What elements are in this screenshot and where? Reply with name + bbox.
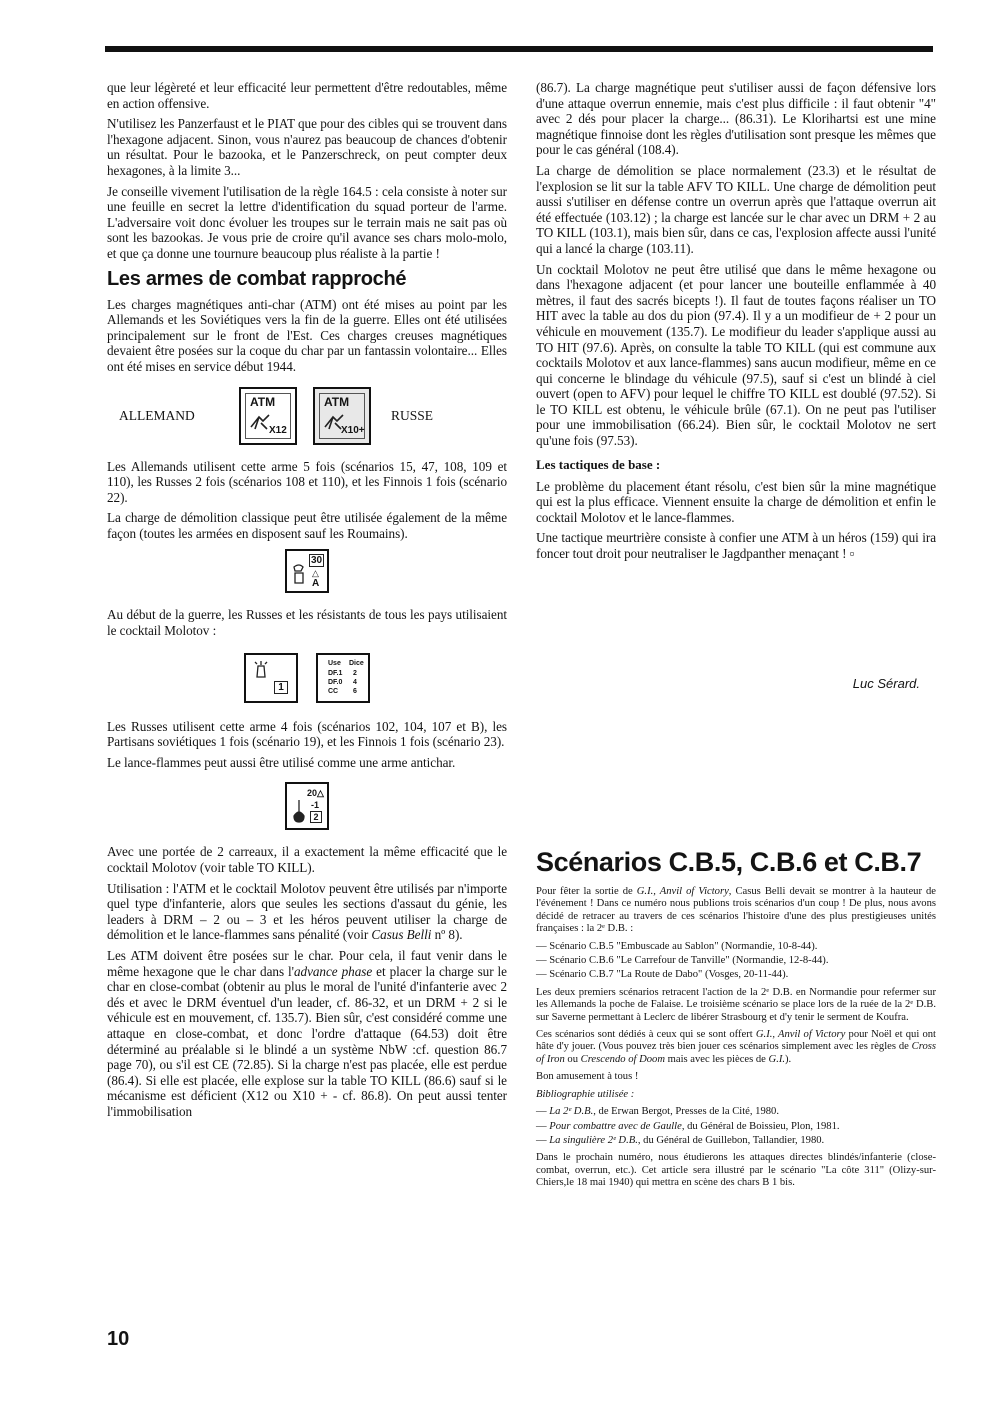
molotov-counter-block — [107, 653, 507, 703]
bibliography-item: — Pour combattre avec de Gaulle, du Général de Boissieu, Plon, 1981. — [536, 1120, 840, 1132]
top-rule — [105, 46, 933, 52]
table-cell: 2 — [353, 669, 357, 677]
right-column — [536, 80, 936, 567]
paragraph: Une tactique meurtrière consiste à confier une ATM à un héros (159) qui ira foncer tout droit pour neutraliser le Jagdpanther menaçant ! ▫ — [536, 530, 936, 562]
paragraph: Ces scénarios sont dédiés à ceux qui se sont offert G.I., Anvil of Victory pour Noël et qui ont hâte d'y jouer. (Vous pouvez très bien jouer ces scénarios simplement avec les règles de Cross of Iron ou Crescendo of Doom mais avec les pièces de G.I.). — [536, 1029, 936, 1065]
left-column — [107, 80, 507, 1125]
firepower-value: 20△ — [307, 788, 324, 799]
paragraph: Les ATM doivent être posées sur le char. Pour cela, il faut venir dans le même hexagone que le char dans l'advance phase et placer la charge sur le char en close-combat (obtenir au plus le moral de l'unité d'infanterie avec 2 dés et avec le DRM éventuel d'un leader, cf. 86-32, et un DRM + 2 si le véhicule est en mouvement, cf. 135.7). Bien sûr, c'est considéré comme une attaque en close-combat, et donc l'ordre d'attaque (64.53) doit être déterminé au préalable si le blindé a un système NbW :cf. question 86.7 page 70), ou s'il est CE (72.85). Si la charge n'est pas placée, elle est perdue (86.4). Si elle est placée, elle explose sur la table TO KILL (86.6) sauf si le mécanisme est déficient (X12 ou X10 + - cf. 86.8). On peut aussi tenter l'immobilisation — [107, 948, 507, 1119]
table-cell: 6 — [353, 687, 357, 695]
flamethrower-icon — [290, 798, 308, 824]
paragraph: Les deux premiers scénarios retracent l'action de la 2ᵉ D.B. en Normandie pour refermer sur les Allemands la poche de Falaise. Le troisième scénario se place lors de la ruée de la 2ᵉ D.B. sur Saverne permettant à Leclerc de libérer Strasbourg et d'y tenir le serment de Koufra. — [536, 986, 936, 1023]
label-russian: RUSSE — [391, 407, 434, 423]
paragraph: Les charges magnétiques anti-char (ATM) ont été mises au point par les Allemands et les Soviétiques vers la fin de la guerre. Elles ont été utilisées principalement sur le front de l'Est. Ces charges creuses magnétiques devaient être posées sur la coque du char par un fantassin volontaire... Elles ont été mises en service début 1944. — [107, 296, 507, 374]
label-german: ALLEMAND — [119, 407, 195, 423]
flamethrower-counter — [285, 782, 329, 830]
paragraph: Utilisation : l'ATM et le cocktail Molotov peuvent être utilisés par n'importe quel type d'infanterie, alors que seules les sections d'assaut du génie, les leaders à DRM – 2 ou – 3 et les héros peuvent utiliser la charge de démolition et le lance-flammes sans pénalité (voir Casus Belli nº 8). — [107, 880, 507, 943]
range-value: A — [312, 578, 320, 590]
firepower-value: 30 — [311, 555, 323, 567]
counter-name: ATM — [250, 394, 276, 409]
bibliography-title: Bibliographie utilisée : — [536, 1088, 635, 1100]
bibliography-item: — La singulière 2ᵉ D.B., du Général de Guillebon, Tallandier, 1980. — [536, 1134, 825, 1146]
paragraph: Les Allemands utilisent cette arme 5 fois (scénarios 15, 47, 108, 109 et 110), les Russes 2 fois (scénarios 108 et 110), et les Finnois 1 fois (scénario 22). — [107, 458, 507, 505]
soldier-icon — [249, 413, 271, 431]
paragraph: Je conseille vivement l'utilisation de la règle 164.5 : cela consiste à noter sur une feuille en secret la lettre d'identification du squad porteur de l'arme. L'adversaire voit donc évoluer les troupes sur le terrain mais ne sait pas où sont les bazookas. Je vous prie de croire qu'il avance ses chars molo-molo, et que ça donne une tournure beaucoup plus réaliste à la partie ! — [107, 183, 507, 261]
scenarios-article — [536, 846, 936, 1195]
paragraph: Dans le prochain numéro, nous étudierons les attaques directes blindés/infanterie (close-combat, overrun, etc.). Cet article sera illustré par le scénario "La côte 311" (Olizy-sur-Chiers,le 18 mai 1940) qui mettra en scène des chars B 1 bis. — [536, 1152, 936, 1189]
paragraph: Au début de la guerre, les Russes et les résistants de tous les pays utilisaient le cocktail Molotov : — [107, 607, 507, 639]
paragraph: Le lance-flammes peut aussi être utilisé comme une arme antichar. — [107, 754, 456, 770]
counter-box-value: 2 — [310, 811, 322, 823]
paragraph: La charge de démolition classique peut être utilisée également de la même façon (toutes les armées en disposent sauf les Roumains). — [107, 510, 507, 541]
atm-russian-counter — [313, 387, 371, 445]
paragraph: Un cocktail Molotov ne peut être utilisé que dans le même hexagone ou dans l'hexagone adjacent (et pour lancer une bouteille enflammée à 40 mètres, il faut des sacrés bicepts !). Il faut de toutes façons réaliser un TO HIT avec la table au dos du pion (97.4). Il y a un modifieur de + 2 pour un véhicule en mouvement (135.7). Le modifieur du leader s'applique aussi au TO HIT (97.6). Après, on consulte la table TO KILL (qui est commune aux cocktails Molotov et aux lance-flammes) sans aucun modifieur, même en ce qui concerne le blindage du véhicule (97.5), sauf si c'est un blindé à ciel ouvert (open to AFV) pour lequel le chiffre TO KILL est doublé (97.52). Si le TO KILL est obtenu, le véhicule brûle (67.1). On ne peut pas l'utiliser pour une immobilisation (66.24). Bien sûr, le cocktail Molotov ne sert qu'une fois (97.53). — [536, 261, 936, 449]
list-item: — Scénario C.B.5 "Embuscade au Sablon" (Normandie, 10-8-44). — [536, 940, 818, 952]
scenarios-title: Scénarios C.B.5, C.B.6 et C.B.7 — [536, 847, 922, 877]
table-cell: DF.0 — [328, 678, 343, 686]
flamethrower-counter-block — [107, 782, 507, 830]
counter-multiplier: X12 — [269, 424, 287, 436]
list-item: — Scénario C.B.7 "La Route de Dabo" (Vosges, 20-11-44). — [536, 969, 789, 981]
paragraph: Avec une portée de 2 carreaux, il a exactement la même efficacité que le cocktail Molotov (voir table TO KILL). — [107, 844, 507, 876]
paragraph: N'utilisez les Panzerfaust et le PIAT que pour des cibles qui se trouvent dans l'hexagone adjacent. Sinon, vous n'aurez pas beaucoup de chances d'obtenir un résultat. Pour le bazooka, et le Panzerschreck, on peut compter deux hexagones, à la limite 3... — [107, 116, 507, 178]
molotov-bottle-icon — [252, 659, 270, 681]
paragraph: Bon amusement à tous ! — [536, 1071, 639, 1083]
table-header-use: Use — [328, 659, 341, 667]
paragraph: (86.7). La charge magnétique peut s'utiliser aussi de façon défensive lors d'une attaque overrun ennemie, mais c'est plus difficile : il faut obtenir "4" avec 2 dés pour placer la charge... (86.31). Le Klorihartsi est une mine magnétique finnoise dont les règles d'utilisation sont presque les mêmes que pour le cas général (108.4). — [536, 80, 936, 158]
counter-box-value: 1 — [274, 681, 288, 694]
counter-multiplier: X10+ — [341, 424, 365, 436]
demolition-charge-counter — [285, 549, 329, 593]
paragraph: La charge de démolition se place normalement (23.3) et le résultat de l'explosion se lit sur la table AFV TO KILL. Une charge de démolition peut aussi s'utiliser en défense contre un overrun après que l'attaque overrun ait été effectuée (103.12) ; la charge est lancée sur le char avec un DRM + 2 au TO KILL (103.1), mais bien sûr, dans ce cas, l'explosion affecte aussi l'unité qui a lancé la charge (103.11). — [536, 162, 936, 256]
paragraph: Les Russes utilisent cette arme 4 fois (scénarios 102, 104, 107 et B), les Partisans soviétiques 1 fois (scénario 19), et les Finnois 1 fois (scénario 23). — [107, 718, 507, 750]
table-cell: CC — [328, 687, 339, 695]
author-signature: Luc Sérard. — [852, 676, 920, 691]
table-cell: 4 — [353, 678, 357, 686]
page-number: 10 — [107, 1328, 130, 1350]
section-heading: Les armes de combat rapproché — [107, 267, 407, 290]
demolition-charge-icon — [291, 563, 307, 585]
table-cell: DF.1 — [328, 669, 343, 677]
demolition-counter-block — [107, 549, 507, 593]
list-item: — Scénario C.B.6 "Le Carrefour de Tanville" (Normandie, 12-8-44). — [536, 955, 829, 967]
table-header-dice: Dice — [349, 659, 364, 667]
modifier-value: -1 — [311, 800, 320, 811]
paragraph: Pour fêter la sortie de G.I., Anvil of Victory, Casus Belli devait se montrer à la hauteur de l'événement ! Dans ce numéro nous publions trois scénarios d'un coup ! De plus, nous avons décidé de retracer au travers de ces scénarios l'histoire d'une des plus prestigieuses unités françaises : la 2ᵉ D.B. : — [536, 886, 937, 935]
subheading: Les tactiques de base : — [536, 456, 661, 472]
counter-name: ATM — [324, 394, 350, 409]
atm-counters-row — [107, 383, 507, 449]
molotov-counter-back — [316, 653, 370, 703]
triangle-symbol: △ — [312, 568, 319, 579]
atm-german-counter — [239, 387, 297, 445]
paragraph: que leur légèreté et leur efficacité leur permettent d'être redoutables, même en action offensive. — [107, 80, 507, 111]
paragraph: Le problème du placement étant résolu, c'est bien sûr la mine magnétique qui est la plus efficace. Viennent ensuite la charge de démolition et enfin le cocktail Molotov et le lance-flammes. — [536, 478, 936, 525]
bibliography-item: — La 2ᵉ D.B., de Erwan Bergot, Presses de la Cité, 1980. — [536, 1106, 779, 1118]
molotov-counter-front — [244, 653, 298, 703]
